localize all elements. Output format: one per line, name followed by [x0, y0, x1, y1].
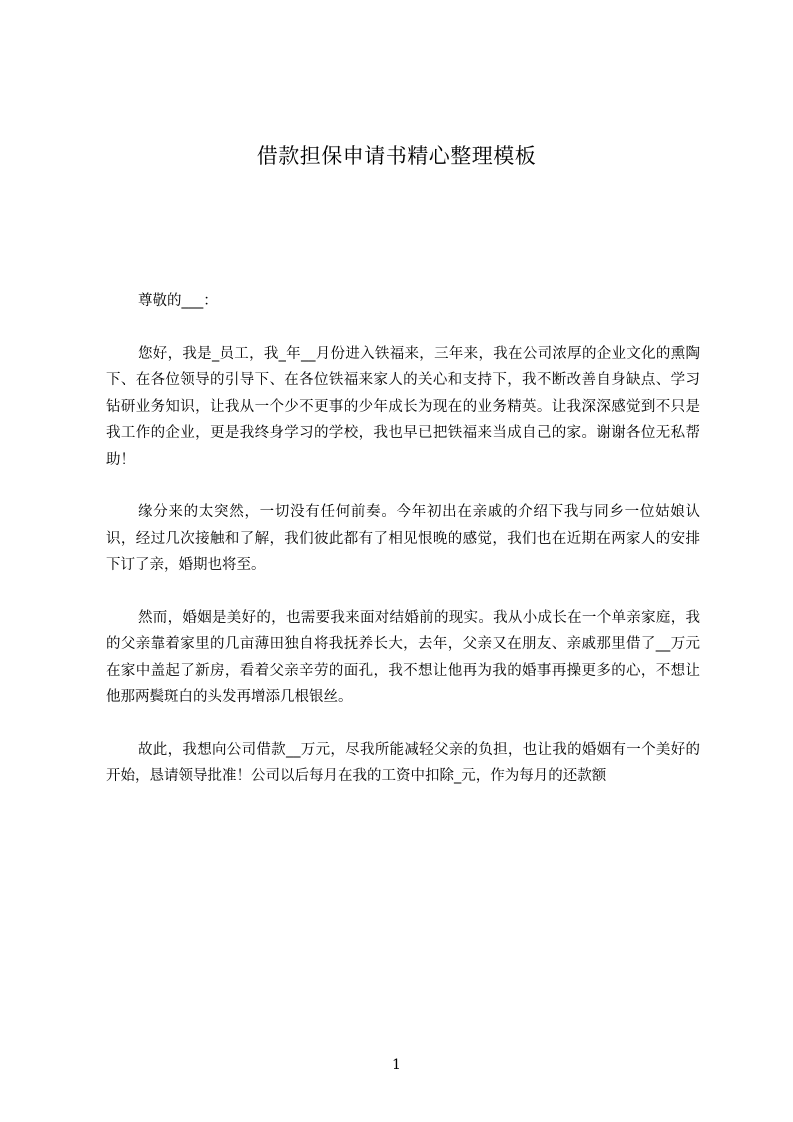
document-title: 借款担保申请书精心整理模板	[256, 144, 537, 168]
document-body	[106, 288, 700, 816]
paragraph-3: 然而，婚姻是美好的，也需要我来面对结婚前的现实。我从小成长在一个单亲家庭，我的父亲靠着家里的几亩薄田独自将我抚养长大，去年，父亲又在朋友、亲戚那里借了__万元在家中盖起了新房，看着父亲辛劳的面孔，我不想让他再为我的婚事再操更多的心，不想让他那两鬓斑白的头发再增添几根银丝。	[106, 609, 700, 705]
paragraph-2: 缘分来的太突然，一切没有任何前奏。今年初出在亲戚的介绍下我与同乡一位姑娘认识，经过几次接触和了解，我们彼此都有了相见恨晚的感觉，我们也在近期在两家人的安排下订了亲，婚期也将至。	[106, 504, 700, 573]
paragraph-1: 您好，我是_员工，我_年__月份进入铁福来，三年来，我在公司浓厚的企业文化的熏陶下、在各位领导的引导下、在各位铁福来家人的关心和支持下，我不断改善自身缺点、学习钻研业务知识，让我从一个少不更事的少年成长为现在的业务精英。让我深深感觉到不只是我工作的企业，更是我终身学习的学校，我也早已把铁福来当成自己的家。谢谢各位无私帮助！	[106, 345, 700, 468]
salutation: 尊敬的___：	[138, 293, 218, 309]
paragraph-4: 故此，我想向公司借款__万元，尽我所能减轻父亲的负担，也让我的婚姻有一个美好的开始，恳请领导批准！公司以后每月在我的工资中扣除_元，作为每月的还款额	[106, 741, 700, 784]
page-number: 1	[392, 1057, 401, 1073]
